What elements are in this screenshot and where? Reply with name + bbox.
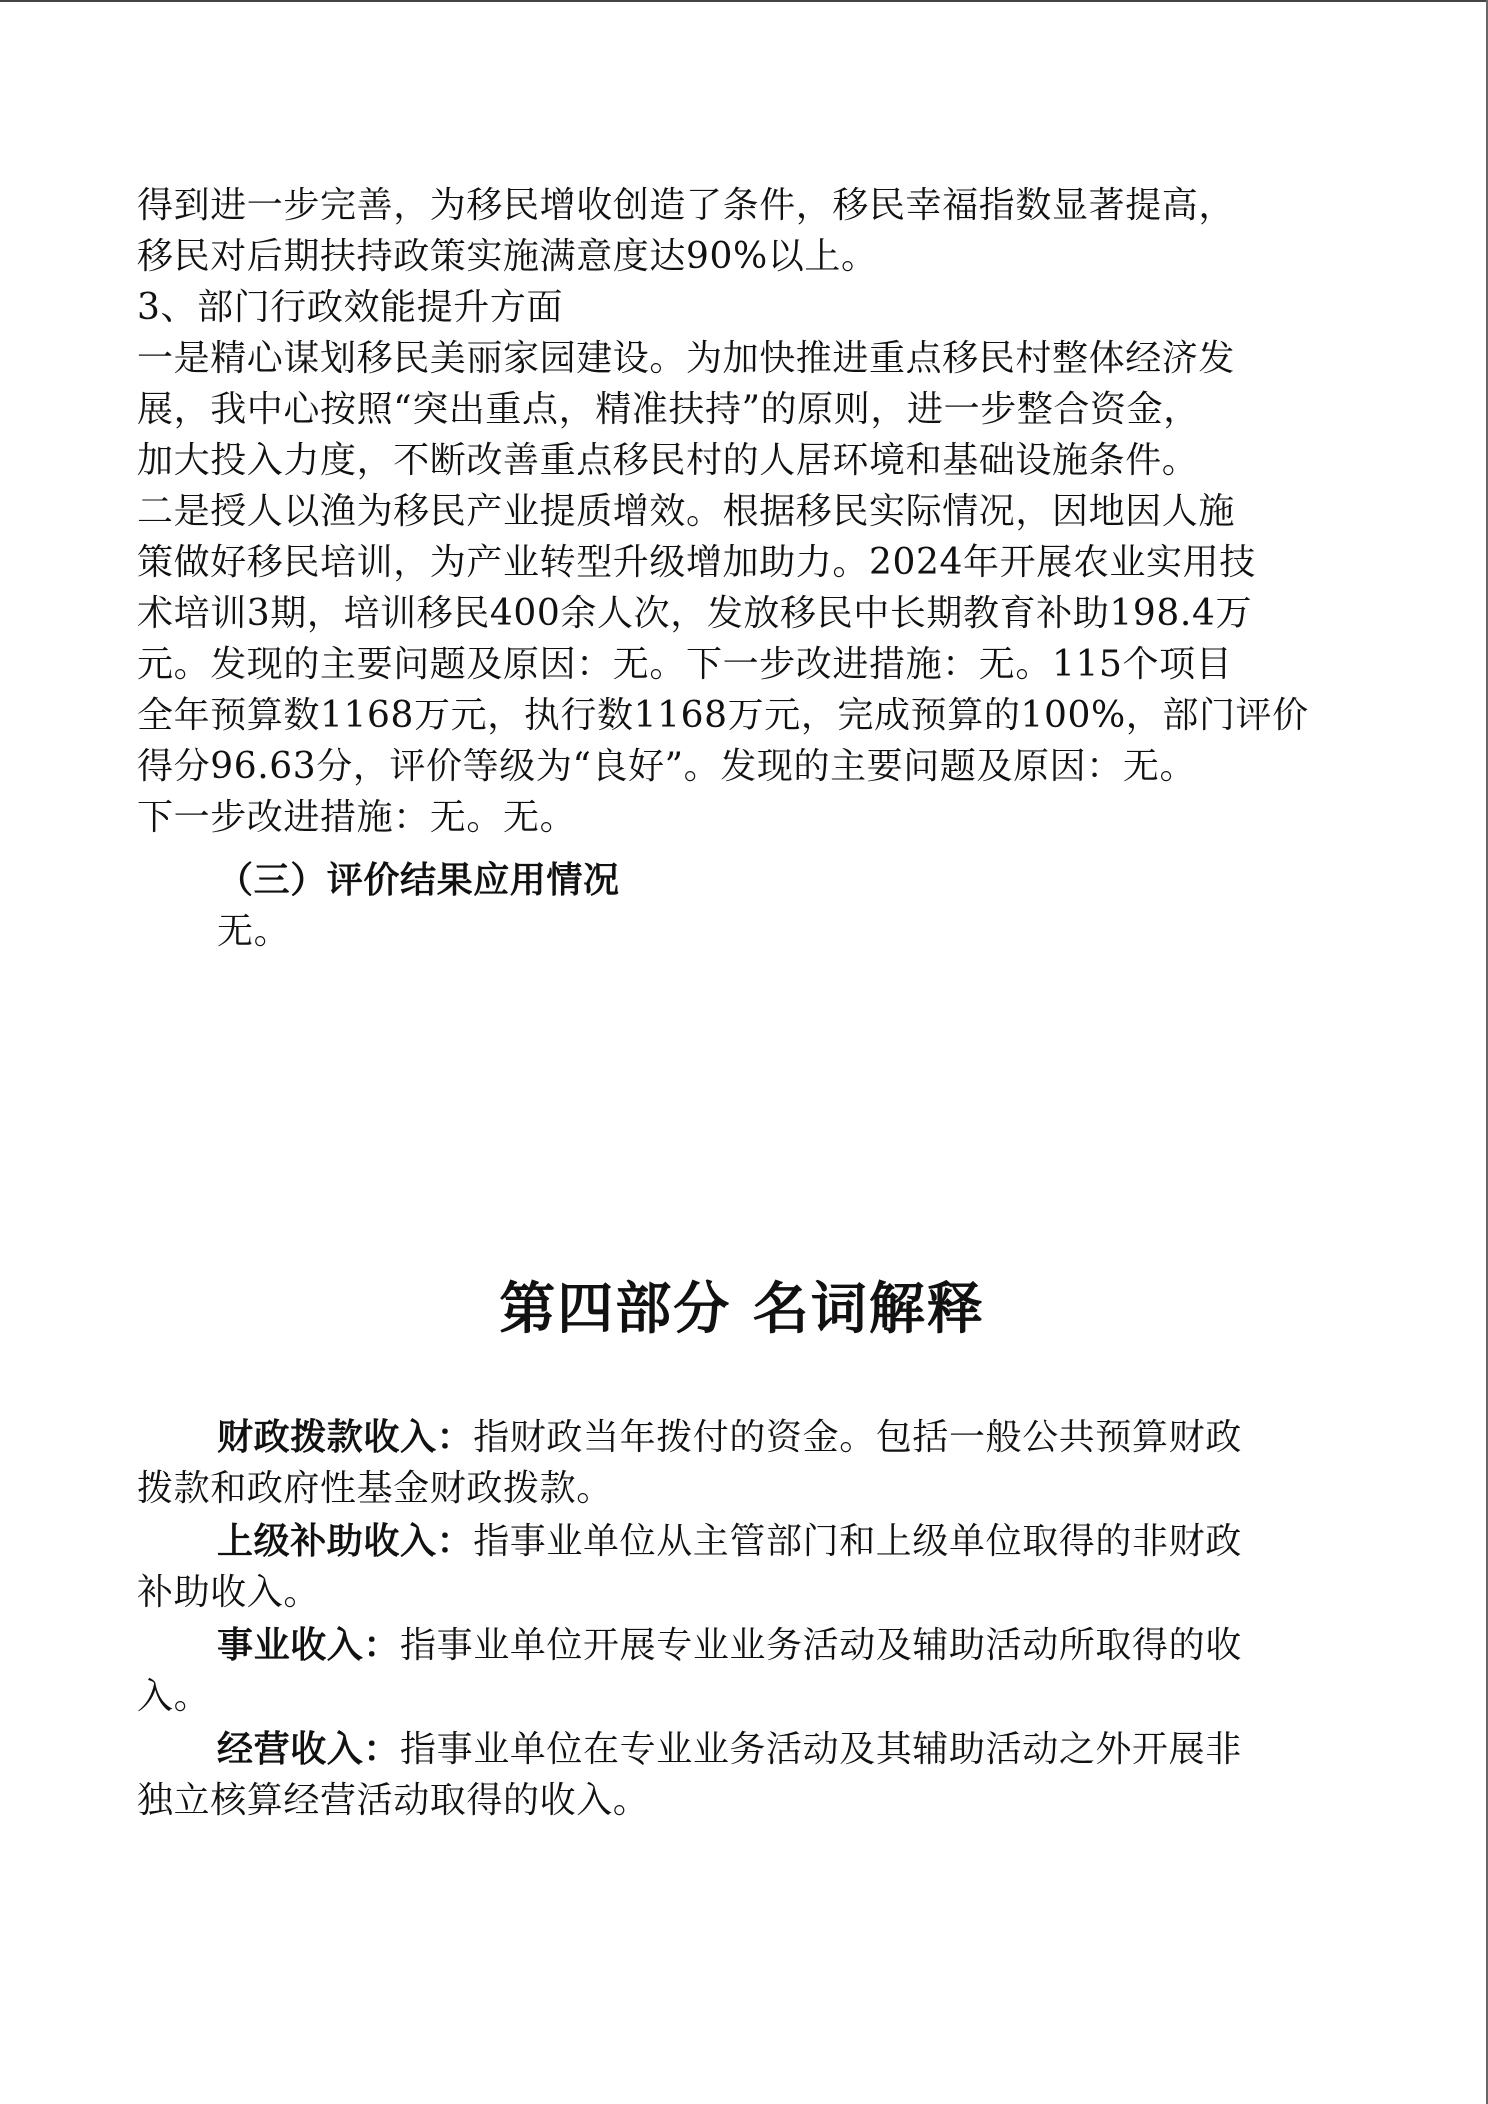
page-border-top [0,0,1488,2]
definition-item [217,1730,1242,1770]
body-line: 一是精心谋划移民美丽家园建设。为加快推进重点移民村整体经济发 [137,338,1236,379]
body-line: 展，我中心按照“突出重点，精准扶持”的原则，进一步整合资金， [137,389,1200,430]
body-line: 术培训3期，培训移民400余人次，发放移民中长期教育补助198.4万 [137,593,1253,634]
body-line: 得分96.63分，评价等级为“良好”。发现的主要问题及原因：无。 [137,746,1197,787]
definition-text: 指事业单位在专业业务活动及其辅助活动之外开展非 [400,1729,1242,1770]
part-title: 第四部分 名词解释 [499,1277,985,1342]
section-heading-evaluation: （三）评价结果应用情况 [217,860,620,901]
definition-item [217,1626,1242,1666]
evaluation-body: 无。 [217,911,291,952]
body-line: 得到进一步完善，为移民增收创造了条件，移民幸福指数显著提高， [137,185,1236,226]
body-line: 元。发现的主要问题及原因：无。下一步改进措施：无。115个项目 [137,644,1233,685]
definition-continuation: 入。 [137,1676,211,1717]
body-line: 全年预算数1168万元，执行数1168万元，完成预算的100%，部门评价 [137,695,1309,736]
definition-continuation: 补助收入。 [137,1572,321,1613]
body-line: 策做好移民培训，为产业转型升级增加助力。2024年开展农业实用技 [137,542,1256,583]
body-line: 移民对后期扶持政策实施满意度达90%以上。 [137,236,878,277]
definition-term: 事业收入： [217,1625,401,1666]
definition-continuation: 独立核算经营活动取得的收入。 [137,1780,650,1821]
definition-continuation: 拨款和政府性基金财政拨款。 [137,1468,613,1509]
definition-term: 经营收入： [217,1729,401,1770]
definition-term: 财政拨款收入： [217,1417,474,1458]
definition-text: 指事业单位从主管部门和上级单位取得的非财政 [473,1521,1242,1562]
definition-item [217,1418,1242,1458]
definition-item [217,1522,1242,1562]
body-line: 下一步改进措施：无。无。 [137,797,577,838]
subsection-heading: 3、部门行政效能提升方面 [137,287,564,328]
definition-term: 上级补助收入： [217,1521,474,1562]
definition-text: 指事业单位开展专业业务活动及辅助活动所取得的收 [400,1625,1242,1666]
body-line: 加大投入力度，不断改善重点移民村的人居环境和基础设施条件。 [137,440,1199,481]
body-line: 二是授人以渔为移民产业提质增效。根据移民实际情况，因地因人施 [137,491,1236,532]
definition-text: 指财政当年拨付的资金。包括一般公共预算财政 [473,1417,1242,1458]
